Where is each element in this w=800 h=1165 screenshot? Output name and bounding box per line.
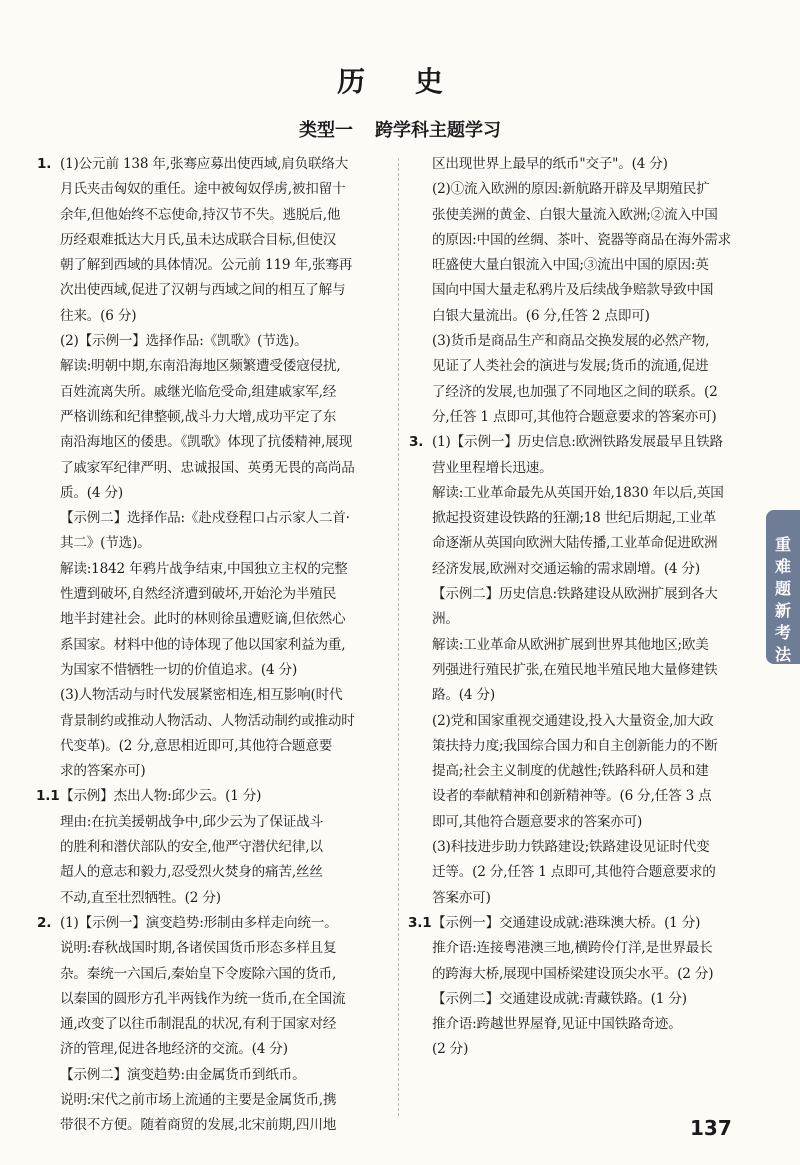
text-line: 解读:明朝中期,东南沿海地区频繁遭受倭寇侵扰, xyxy=(60,358,341,375)
answer-block xyxy=(37,152,390,329)
text-line: 背景制约或推动人物活动、人物活动制约或推动时 xyxy=(60,712,355,729)
text-line: 严格训练和纪律整顿,战斗力大增,成功平定了东 xyxy=(60,408,337,425)
text-line: 解读:工业革命从欧洲扩展到世界其他地区;欧美 xyxy=(432,636,709,653)
text-line: 路。(4 分) xyxy=(432,687,495,704)
answer-block xyxy=(36,784,390,910)
text-line: 以秦国的圆形方孔半两钱作为统一货币,在全国流 xyxy=(60,990,346,1007)
text-line: 性遭到破坏,自然经济遭到破坏,开始沦为半殖民 xyxy=(60,586,337,603)
text-line: 了戚家军纪律严明、忠诚报国、英勇无畏的高尚品 xyxy=(60,459,355,476)
question-number: 2. xyxy=(37,914,52,931)
text-line: 不动,直至壮烈牺牲。(2 分) xyxy=(60,889,221,906)
text-line: 带很不方便。随着商贸的发展,北宋前期,四川地 xyxy=(60,1117,337,1134)
answer-block xyxy=(40,506,390,683)
text-line: 推介语:连接粤港澳三地,横跨伶仃洋,是世界最长 xyxy=(432,940,713,957)
text-line: 杂。秦统一六国后,秦始皇下令废除六国的货币, xyxy=(60,965,337,982)
text-line: 质。(4 分) xyxy=(60,484,123,501)
text-line: 区出现世界上最早的纸币"交子"。(4 分) xyxy=(432,156,668,172)
text-line: 【示例二】选择作品:《赴戍登程口占示家人二首· xyxy=(60,510,350,527)
text-line: 为国家不惜牺牲一切的价值追求。(4 分) xyxy=(60,661,298,678)
text-line: 见证了人类社会的演进与发展;货币的流通,促进 xyxy=(432,358,709,375)
answer-block xyxy=(37,911,390,1139)
text-line: 列强进行殖民扩张,在殖民地半殖民地大量修建铁 xyxy=(432,661,718,678)
question-number: 3.1 xyxy=(408,914,432,931)
section-subtitle xyxy=(0,116,800,142)
answer-block xyxy=(40,683,390,784)
text-line: (2 分) xyxy=(432,1041,469,1058)
subtitle-type: 类型一 xyxy=(299,120,353,141)
side-tab-char: 题 xyxy=(774,579,791,598)
text-line: 张使美洲的黄金、白银大量流入欧洲;②流入中国 xyxy=(432,206,718,223)
answer-block xyxy=(408,911,764,1063)
right-column xyxy=(408,152,764,1063)
text-line: 洲。 xyxy=(432,611,459,628)
text-line: 国向中国大量走私鸦片及后续战争赔款导致中国 xyxy=(432,282,714,299)
text-line: 说明:春秋战国时期,各诸侯国货币形态多样且复 xyxy=(60,940,337,957)
answer-block xyxy=(40,329,390,506)
text-line: 【示例一】交通建设成就:港珠澳大桥。(1 分) xyxy=(432,914,701,931)
text-line: 说明:宋代之前市场上流通的主要是金属货币,携 xyxy=(60,1091,337,1108)
side-tab-char: 重 xyxy=(774,535,791,554)
text-line: 超人的意志和毅力,忍受烈火焚身的痛苦,丝丝 xyxy=(60,864,323,881)
text-line: 经济发展,欧洲对交通运输的需求剧增。(4 分) xyxy=(432,560,700,577)
text-line: 策扶持力度;我国综合国力和自主创新能力的不断 xyxy=(432,737,718,754)
left-column xyxy=(36,152,390,1139)
text-line: (1)【示例一】历史信息:欧洲铁路发展最早且铁路 xyxy=(432,434,723,451)
side-tab-char: 法 xyxy=(774,645,791,664)
text-line: (2)党和国家重视交通建设,投入大量资金,加大政 xyxy=(432,712,714,729)
text-line: 往来。(6 分) xyxy=(60,307,137,324)
subtitle-topic: 跨学科主题学习 xyxy=(375,120,501,141)
page-title: 历 史 xyxy=(337,65,463,98)
answer-block xyxy=(409,430,764,911)
text-line: (1)【示例一】演变趋势:形制由多样走向统一。 xyxy=(60,914,338,931)
text-line: (2)【示例一】选择作品:《凯歌》(节选)。 xyxy=(60,333,308,350)
side-tab xyxy=(766,510,800,664)
text-line: 历经艰难抵达大月氏,虽未达成联合目标,但使汉 xyxy=(60,231,337,248)
text-line: 解读:工业革命最先从英国开始,1830 年以后,英国 xyxy=(432,484,724,501)
text-line: 济的管理,促进各地经济的交流。(4 分) xyxy=(60,1041,288,1058)
text-line: 命逐渐从英国向欧洲大陆传播,工业革命促进欧洲 xyxy=(432,535,718,552)
question-number: 1. xyxy=(37,156,52,172)
text-line: 白银大量流出。(6 分,任答 2 点即可) xyxy=(432,307,650,324)
text-line: 掀起投资建设铁路的狂潮;18 世纪后期起,工业革 xyxy=(432,510,716,527)
text-line: 代变革)。(2 分,意思相近即可,其他符合题意要 xyxy=(60,737,333,754)
text-line: 通,改变了以往币制混乱的状况,有利于国家对经 xyxy=(60,1016,337,1033)
text-line: 次出使西域,促进了汉朝与西域之间的相互了解与 xyxy=(60,282,346,299)
text-line: (3)货币是商品生产和商品交换发展的必然产物, xyxy=(432,333,710,350)
text-line: 旺盛使大量白银流入中国;③流出中国的原因:英 xyxy=(432,257,709,274)
text-line: 推介语:跨越世界屋脊,见证中国铁路奇迹。 xyxy=(432,1016,682,1033)
text-line: 的胜利和潜伏部队的安全,他严守潜伏纪律,以 xyxy=(60,839,323,856)
text-line: (3)人物活动与时代发展紧密相连,相互影响(时代 xyxy=(60,687,343,704)
text-line: 理由:在抗美援朝战争中,邱少云为了保证战斗 xyxy=(60,813,323,830)
text-line: 地半封建社会。此时的林则徐虽遭贬谪,但依然心 xyxy=(60,611,346,628)
text-line: 设者的奉献精神和创新精神等。(6 分,任答 3 点 xyxy=(432,788,712,805)
text-line: 的跨海大桥,展现中国桥梁建设顶尖水平。(2 分) xyxy=(432,965,714,982)
question-number: 3. xyxy=(409,434,424,451)
text-line: 答案亦可) xyxy=(432,889,491,906)
text-line: 【示例二】演变趋势:由金属货币到纸币。 xyxy=(60,1066,306,1083)
text-line: 余年,但他始终不忘使命,持汉节不失。逃脱后,他 xyxy=(60,206,341,223)
side-tab-char: 考 xyxy=(774,623,791,642)
text-line: 百姓流离失所。戚继光临危受命,组建戚家军,经 xyxy=(60,383,337,400)
text-line: 其二》(节选)。 xyxy=(60,535,151,552)
column-divider xyxy=(398,158,399,1116)
text-line: 南沿海地区的倭患。《凯歌》体现了抗倭精神,展现 xyxy=(60,434,352,451)
text-line: 了经济的发展,也加强了不同地区之间的联系。(2 xyxy=(432,383,718,400)
page-number: 137 xyxy=(690,1116,732,1140)
text-line: 系国家。材料中他的诗体现了他以国家利益为重, xyxy=(60,636,346,653)
text-line: 分,任答 1 点即可,其他符合题意要求的答案亦可) xyxy=(432,408,717,425)
text-line: (2)①流入欧洲的原因:新航路开辟及早期殖民扩 xyxy=(432,181,710,198)
side-tab-char: 难 xyxy=(774,557,791,576)
text-line: 迁等。(2 分,任答 1 点即可,其他符合题意要求的 xyxy=(432,864,716,881)
text-line: 解读:1842 年鸦片战争结束,中国独立主权的完整 xyxy=(60,560,348,577)
text-line: 【示例二】历史信息:铁路建设从欧洲扩展到各大 xyxy=(432,586,718,603)
text-line: 【示例】杰出人物:邱少云。(1 分) xyxy=(60,788,262,805)
text-line: 即可,其他符合题意要求的答案亦可) xyxy=(432,813,643,830)
text-line: 营业里程增长迅速。 xyxy=(432,459,553,476)
side-tab-char: 新 xyxy=(774,601,791,620)
text-line: (3)科技进步助力铁路建设;铁路建设见证时代变 xyxy=(432,839,710,856)
text-line: 【示例二】交通建设成就:青藏铁路。(1 分) xyxy=(432,990,687,1007)
text-line: 朝了解到西域的具体情况。公元前 119 年,张骞再 xyxy=(60,257,353,274)
question-number: 1.1 xyxy=(36,788,60,805)
side-tab-label xyxy=(766,534,800,666)
text-line: (1)公元前 138 年,张骞应募出使西域,肩负联络大 xyxy=(60,156,349,172)
text-line: 求的答案亦可) xyxy=(60,763,146,780)
text-line: 提高;社会主义制度的优越性;铁路科研人员和建 xyxy=(432,763,709,780)
answer-block xyxy=(412,152,764,430)
text-line: 月氏夹击匈奴的重任。途中被匈奴俘虏,被扣留十 xyxy=(60,181,346,198)
text-line: 的原因:中国的丝绸、茶叶、瓷器等商品在海外需求 xyxy=(432,231,732,248)
